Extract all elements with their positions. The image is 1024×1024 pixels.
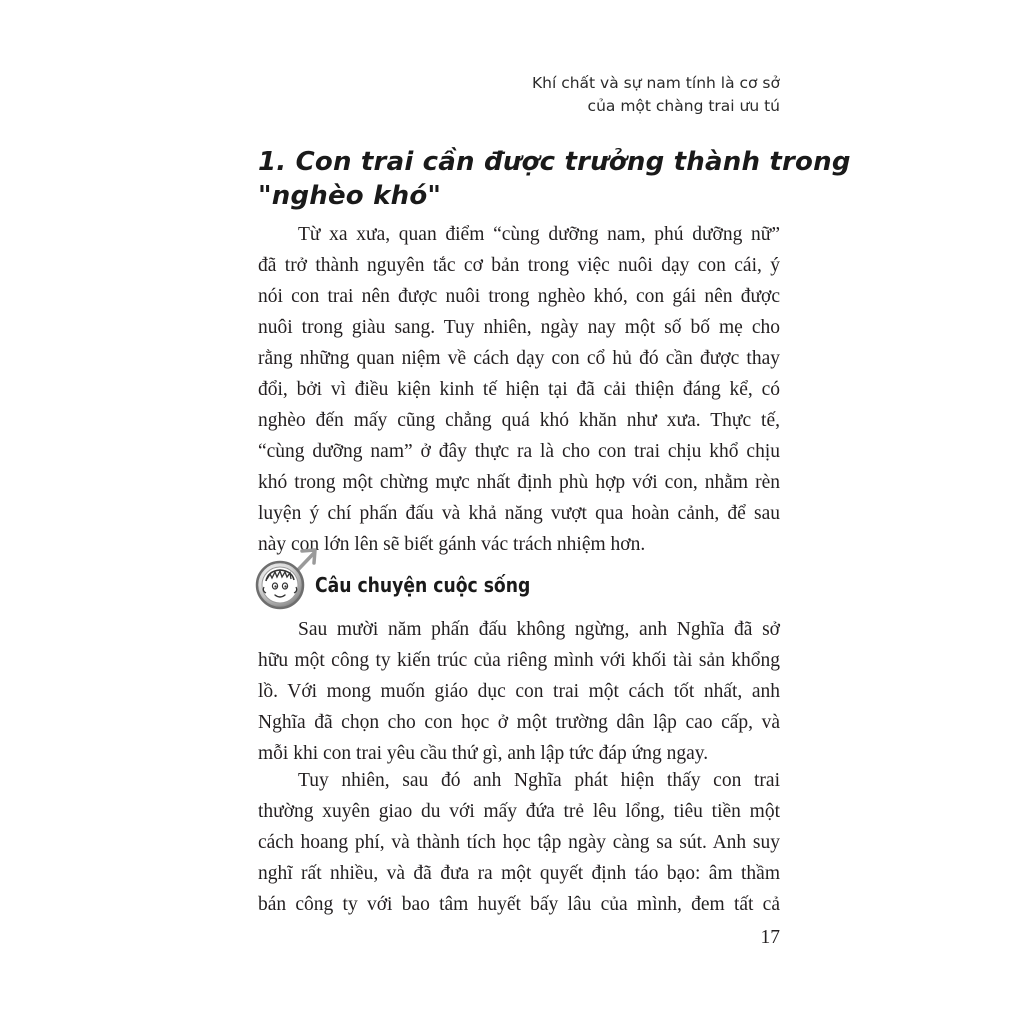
chapter-title-line-1: 1. Con trai cần được trưởng thành trong	[258, 147, 851, 177]
paragraph-line: đã trở thành nguyên tắc cơ bản trong việc nuôi dạy con cái, ý	[258, 255, 780, 276]
running-head-line-2: của một chàng trai ưu tú	[587, 97, 780, 115]
chapter-title-line-2: "nghèo khó"	[258, 181, 442, 211]
running-head	[532, 72, 780, 118]
boy-face-male-symbol-icon	[246, 545, 326, 615]
page-number: 17	[760, 927, 780, 948]
paragraph-line: thường xuyên giao du với mấy đứa trẻ lêu lổng, tiêu tiền một	[258, 801, 780, 822]
paragraph-line: lồ. Với mong muốn giáo dục con trai một cách tốt nhất, anh	[258, 681, 780, 702]
paragraph-line: đổi, bởi vì điều kiện kinh tế hiện tại đã cải thiện đáng kể, có	[258, 379, 780, 400]
paragraph-line: nuôi trong giàu sang. Tuy nhiên, ngày nay một số bố mẹ cho	[258, 317, 780, 338]
paragraph-story-1	[258, 614, 780, 769]
paragraph-line: Sau mười năm phấn đấu không ngừng, anh Nghĩa đã sở	[298, 619, 780, 640]
paragraph-line: cách hoang phí, và thành tích học tập ngày càng sa sút. Anh suy	[258, 832, 780, 853]
paragraph-line: này con lớn lên sẽ biết gánh vác trách nhiệm hơn.	[258, 534, 646, 555]
section-heading: Câu chuyện cuộc sống	[315, 573, 531, 597]
paragraph-line: Từ xa xưa, quan điểm “cùng dưỡng nam, phú dưỡng nữ”	[298, 224, 780, 245]
paragraph-line: nghĩ rất nhiều, và đã đưa ra một quyết định táo bạo: âm thầm	[258, 863, 780, 884]
paragraph-intro	[258, 219, 780, 560]
running-head-line-1: Khí chất và sự nam tính là cơ sở	[531, 74, 780, 92]
paragraph-line: nghèo đến mấy cũng chẳng quá khó khăn như xưa. Thực tế,	[258, 410, 780, 431]
chapter-title	[258, 145, 851, 213]
paragraph-line: khó trong một chừng mực nhất định phù hợp với con, nhằm rèn	[258, 472, 780, 493]
paragraph-line: Nghĩa đã chọn cho con học ở một trường dân lập cao cấp, và	[258, 712, 780, 733]
paragraph-line: “cùng dưỡng nam” ở đây thực ra là cho con trai chịu khổ chịu	[258, 441, 780, 462]
paragraph-line: luyện ý chí phấn đấu và khả năng vượt qua hoàn cảnh, để sau	[258, 503, 780, 524]
paragraph-line: rằng những quan niệm về cách dạy con cổ hủ đó cần được thay	[258, 348, 780, 369]
paragraph-line: Tuy nhiên, sau đó anh Nghĩa phát hiện thấy con trai	[298, 770, 780, 791]
paragraph-line: bán công ty với bao tâm huyết bấy lâu của mình, đem tất cả	[258, 894, 780, 915]
paragraph-line: nói con trai nên được nuôi trong nghèo khó, con gái nên được	[258, 286, 780, 307]
paragraph-story-2	[258, 765, 780, 920]
paragraph-line: hữu một công ty kiến trúc của riêng mình với khối tài sản khổng	[258, 650, 780, 671]
paragraph-line: mỗi khi con trai yêu cầu thứ gì, anh lập tức đáp ứng ngay.	[258, 743, 709, 764]
